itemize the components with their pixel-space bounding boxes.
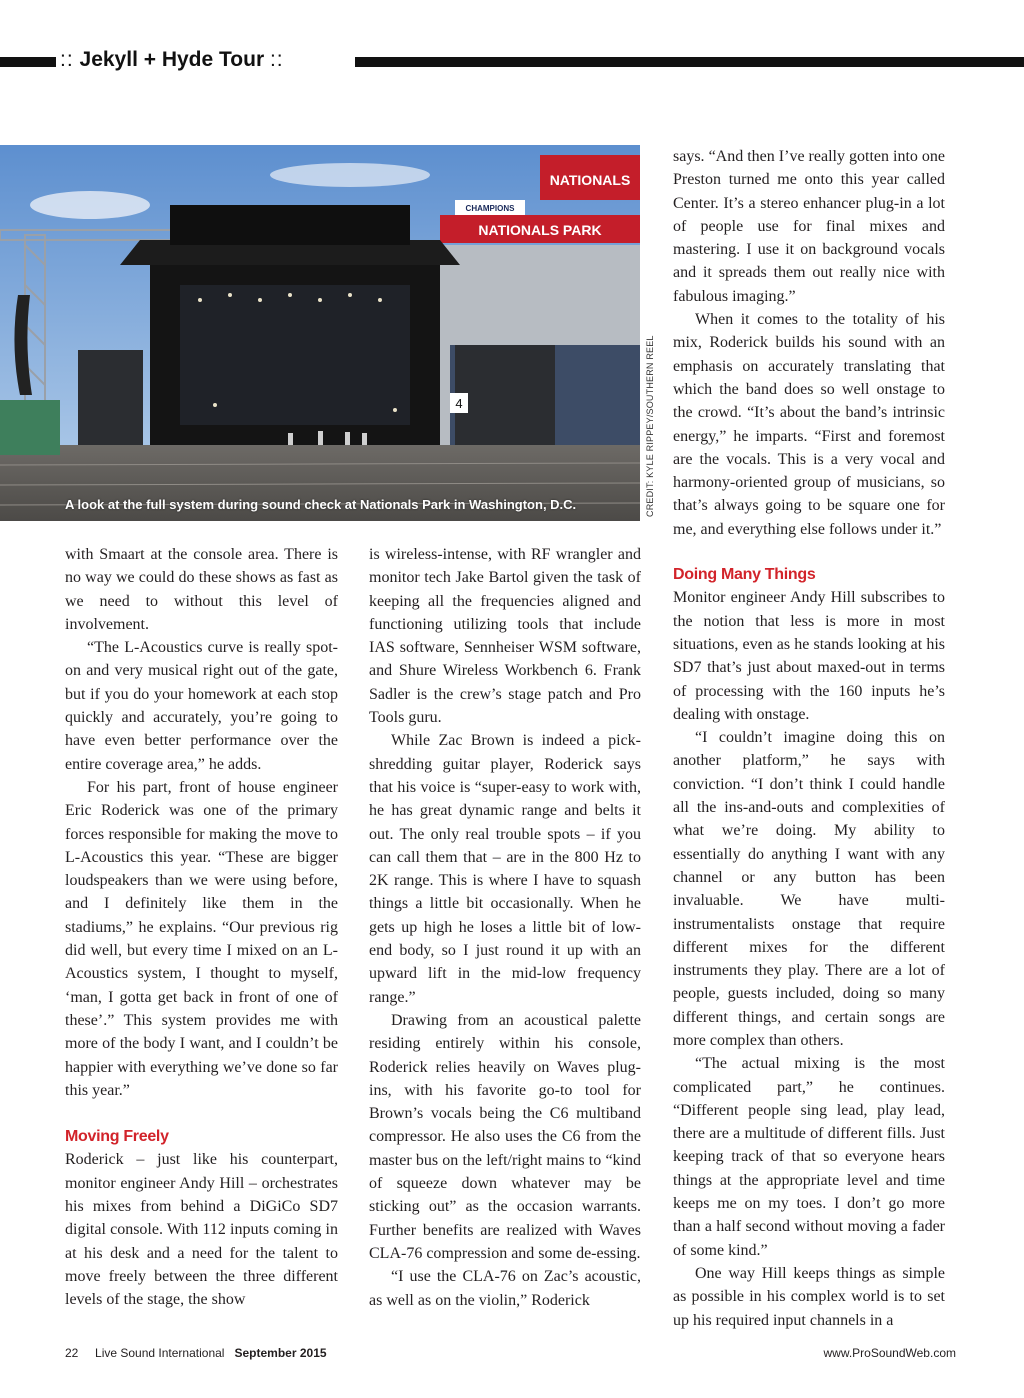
paragraph: “The actual mixing is the most complicated part,” he continues. “Different people sing lead, play lead, there are a multitude of different fills. Just keeping track of that so everyone hears things at the appropriate level and time keeps me on my toes. I don’t go more than a half second without moving a fader of some kind.” — [673, 1055, 945, 1259]
photo-caption: A look at the full system during sound check at Nationals Park in Washington, D.C. — [65, 497, 577, 512]
paragraph: “I use the CLA-76 on Zac’s acoustic, as well as on the violin,” Roderick — [369, 1268, 641, 1309]
article-column-1 — [65, 543, 338, 1312]
stage-photo — [0, 145, 640, 521]
paragraph: While Zac Brown is indeed a pick-shredding guitar player, Roderick says that his voice is “super-easy to work with, he has great dynamic range and belts it out. The only real trouble spots – if you can call them that – are in the 800 Hz to 2K range. This is where I have to squash things a little bit occasionally. When he gets up high he loses a little bit of low-end body, so I just round it up with an upward lift in the mid-low frequency range.” — [369, 732, 641, 1006]
footer-folio — [65, 1346, 327, 1360]
paragraph: with Smaart at the console area. There is no way we could do these shows as fast as we need to without this level of involvement. — [65, 546, 338, 633]
issue-date: September 2015 — [234, 1346, 327, 1360]
section-sign-number: 4 — [455, 396, 463, 411]
paragraph: is wireless-intense, with RF wrangler and monitor tech Jake Bartol given the task of keeping all the frequencies aligned and functioning utilizing tools that include IAS software, Sennheiser WSM software, and Shure Wireless Workbench 6. Frank Sadler is the crew’s stage patch and Pro Tools guru. — [369, 546, 641, 727]
paragraph: When it comes to the totality of his mix, Roderick builds his sound with an emphasis on accurately translating that which the band does so well onstage to the crowd. “It’s about the band’s intrinsic energy,” he imparts. “First and foremost are the vocals. This is a very vocal and harmony-oriented group of musicians, so that’s always going to be square one for me, and everything else follows under it.” — [673, 311, 945, 538]
paragraph: One way Hill keeps things as simple as possible in his complex world is to set up his required input channels in a — [673, 1264, 945, 1329]
header-rule-left — [0, 57, 56, 67]
stage-photo-illustration — [0, 145, 640, 521]
title-separator-right: :: — [269, 48, 284, 71]
paragraph: “I couldn’t imagine doing this on another platform,” he says with conviction. “I don’t think I could handle all the ins-and-outs and complexities of what we’re doing. My ability to essentially do anything I want with any channel or any button has been invaluable. We have multi-instrumentalists onstage that require different mixes for the different instruments they play. There are a lot of people, guests included, doing so many different things, and certain songs are more complex than others. — [673, 729, 945, 1049]
footer-website[interactable]: www.ProSoundWeb.com — [823, 1346, 956, 1360]
stage-header — [170, 205, 410, 245]
champions-sign-text: CHAMPIONS — [465, 204, 515, 213]
title-separator-left: :: — [60, 48, 74, 71]
publication-name: Live Sound International — [95, 1346, 225, 1360]
paragraph: Drawing from an acoustical palette residing entirely within his console, Roderick relies heavily on Waves plug-ins, with his favorite go-to tool for Brown’s vocals being the C6 multiband compressor. He also uses the C6 from the master bus on the left/right mains to “kind of squeeze down whatever may be sticking out” as the occasion warrants. Further benefits are realized with Waves CLA-76 compression and some de-essing. — [369, 1011, 641, 1262]
page-number: 22 — [65, 1346, 79, 1360]
article-column-2 — [369, 543, 641, 1312]
subheading-moving-freely: Moving Freely — [65, 1128, 169, 1146]
video-screen-left — [78, 350, 143, 460]
paragraph: For his part, front of house engineer Eric Roderick was one of the primary forces responsible for making the move to L-Acoustics this year. “These are bigger loudspeakers than we were using before, and I definitely like them in the stadiums,” he explains. “Our previous rig did well, but every time I mixed on an L-Acoustics system, I thought to myself, ‘man, I gotta get back in front of one of these’.” This system provides me with more of the body I want, and I couldn’t be happier with everything we’ve done so far this year.” — [65, 778, 338, 1099]
subheading-doing-many-things: Doing Many Things — [673, 566, 816, 584]
photo-credit: CREDIT: KYLE RIPPEY/SOUTHERN REEL — [645, 335, 655, 517]
article-column-3 — [673, 145, 945, 1332]
paragraph: Monitor engineer Andy Hill subscribes to the notion that less is more in most situations, even as he stands looking at his SD7 that’s just about maxed-out in terms of processing with the 160 inputs he’s dealing with onstage. — [673, 589, 945, 723]
nationals-park-sign-text: NATIONALS PARK — [478, 222, 602, 238]
section-title — [60, 47, 284, 73]
header-rule-right — [355, 57, 1024, 67]
tour-title: Jekyll + Hyde Tour — [79, 48, 265, 71]
paragraph: says. “And then I’ve really gotten into one Preston turned me onto this year called Center. It’s a stereo enhancer plug-in a lot of people use for final mixes and mastering. I use it on background vocals and it spreads them out really nice with fabulous imaging.” — [673, 148, 945, 305]
nationals-sign-text: NATIONALS — [549, 172, 631, 188]
paragraph: “The L-Acoustics curve is really spot-on and very musical right out of the gate, but if you do your homework at each stop quickly and accurately, you’re going to have even better performance over the entire coverage area,” he adds. — [65, 639, 338, 773]
paragraph: Roderick – just like his counterpart, monitor engineer Andy Hill – orchestrates his mixes from behind a DiGiCo SD7 digital console. With 112 inputs coming in at his desk and a need for the talent to move freely between the three different levels of the stage, the show — [65, 1151, 338, 1309]
